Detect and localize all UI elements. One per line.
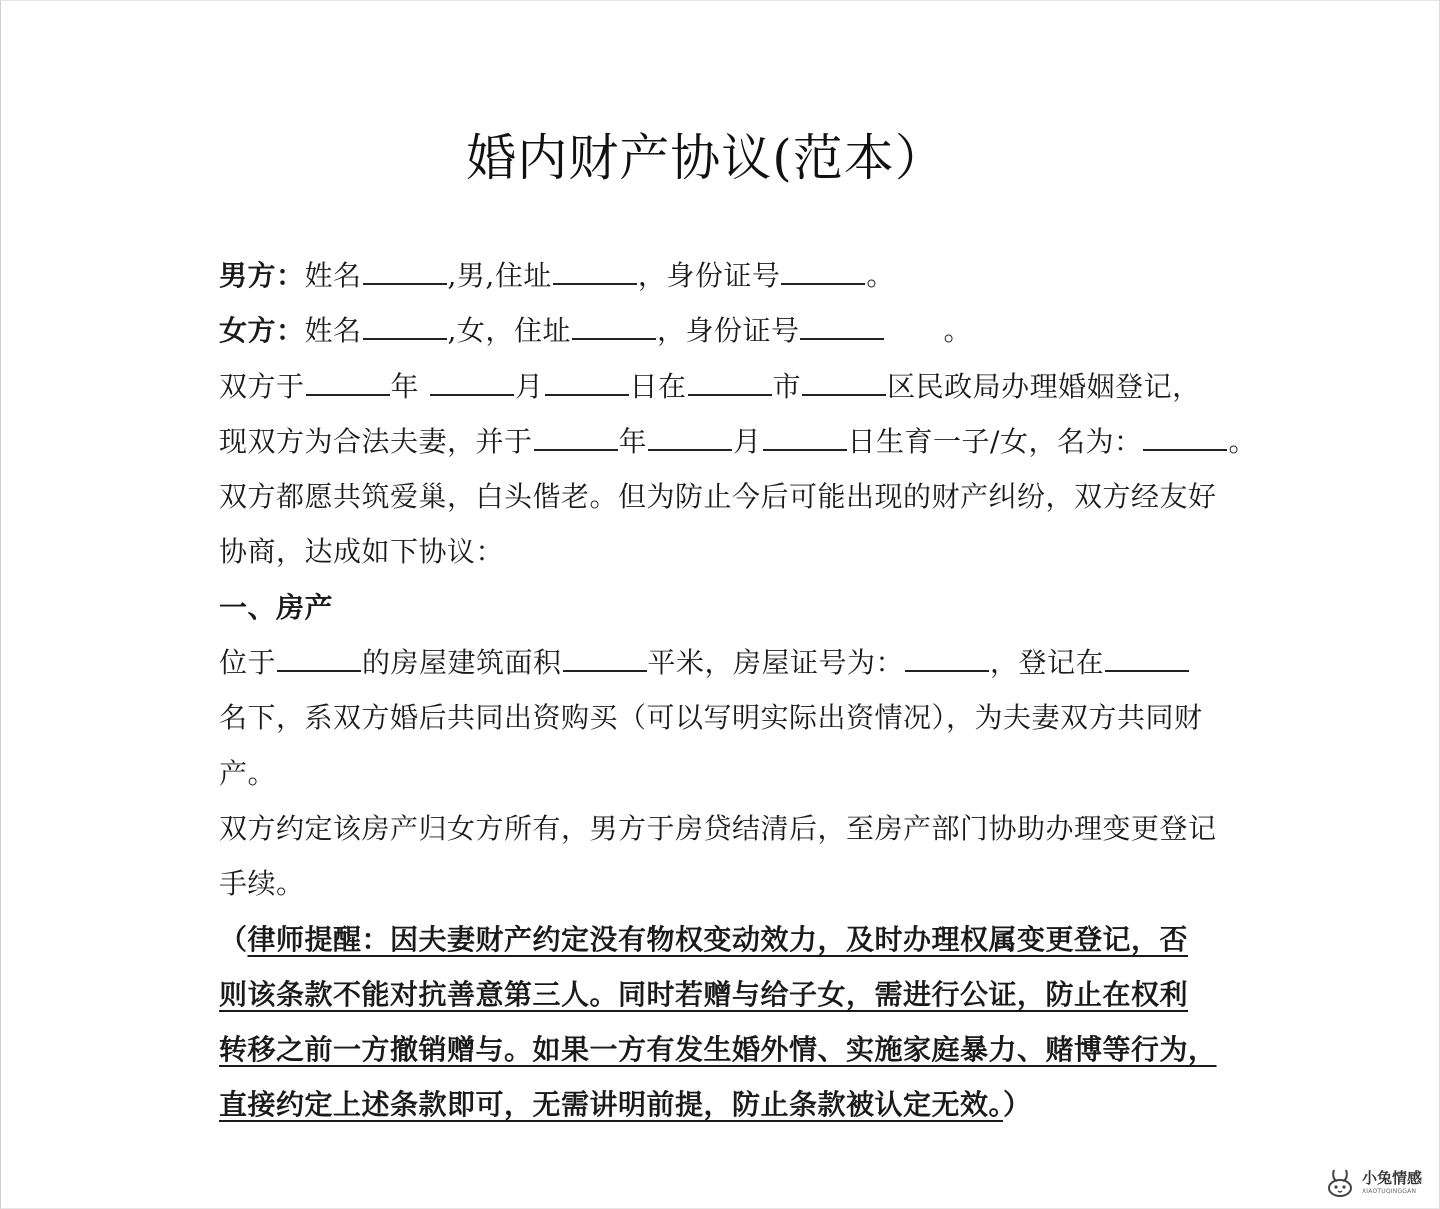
husband-id-prefix: ，身份证号 — [637, 259, 781, 292]
marriage-line-1 — [219, 359, 1229, 414]
marriage-text: 月 — [733, 424, 762, 458]
property-area-blank — [563, 650, 647, 672]
marriage-day-blank — [545, 374, 629, 396]
wife-name-prefix: 姓名 — [304, 314, 362, 348]
rabbit-logo-icon — [1324, 1166, 1358, 1200]
wife-end: 。 — [943, 314, 972, 348]
section-heading-property: 一、房产 — [219, 590, 334, 624]
marriage-text: 日在 — [629, 369, 687, 403]
husband-name-prefix: 姓名 — [304, 259, 362, 292]
husband-address-prefix: 住址 — [494, 259, 552, 292]
marriage-text: 。 — [1228, 424, 1257, 458]
wife-line — [219, 303, 1229, 358]
marriage-year-blank — [306, 374, 390, 396]
marriage-district-blank — [802, 374, 886, 396]
watermark-text — [1362, 1171, 1422, 1195]
child-name-blank — [1143, 429, 1227, 451]
marriage-city-blank — [688, 374, 772, 396]
lawyer-note-line-3 — [219, 1022, 1229, 1077]
marriage-text: 年 — [390, 369, 420, 403]
wife-address-blank — [572, 318, 656, 340]
marriage-text: 日生育一子/女，名为： — [847, 424, 1143, 458]
marriage-line-2 — [219, 414, 1257, 469]
wife-name-blank — [363, 318, 447, 340]
property-text: 的房屋建筑面积 — [362, 646, 562, 680]
marriage-month-blank — [430, 374, 514, 396]
husband-end: 。 — [866, 259, 895, 292]
marriage-text: 区民政局办理婚姻登记， — [887, 369, 1201, 403]
wife-label: 女方： — [219, 314, 305, 348]
child-year-blank — [534, 429, 618, 451]
property-line-5: 手续。 — [219, 867, 305, 901]
property-line-1 — [219, 635, 1229, 690]
lawyer-note-line-4 — [219, 1077, 1229, 1132]
property-line-2: 名下，系双方婚后共同出资购买（可以写明实际出资情况），为夫妻双方共同财 — [219, 701, 1203, 735]
property-line-3: 产。 — [219, 756, 277, 790]
lawyer-note-close: ） — [1003, 1088, 1032, 1122]
watermark-cn: 小兔情感 — [1362, 1169, 1423, 1187]
property-text: 平米，房屋证号为： — [647, 646, 905, 680]
marriage-text: 年 — [618, 424, 648, 458]
property-owner-blank — [1105, 650, 1189, 672]
marriage-line-3: 双方都愿共筑爱巢，白头偕老。但为防止今后可能出现的财产纠纷，双方经友好 — [219, 480, 1217, 514]
husband-address-blank — [553, 263, 637, 285]
husband-name-blank — [363, 263, 447, 285]
document-title: 婚内财产协议(范本） — [466, 129, 946, 187]
property-line-4: 双方约定该房产归女方所有，男方于房贷结清后，至房产部门协助办理变更登记 — [219, 811, 1217, 845]
child-month-blank — [648, 429, 732, 451]
watermark — [1324, 1165, 1432, 1201]
marriage-text: 现双方为合法夫妻，并于 — [219, 424, 533, 458]
lawyer-note-line-1 — [219, 912, 1229, 967]
husband-label: 男方： — [219, 259, 305, 292]
lawyer-note-text: 则该条款不能对抗善意第三人。同时若赠与给子女，需进行公证，防止在权利 — [219, 977, 1189, 1011]
marriage-line-4: 协商，达成如下协议： — [219, 535, 505, 569]
marriage-text: 双方于 — [219, 369, 305, 403]
property-text: 位于 — [219, 646, 277, 680]
child-day-blank — [763, 429, 847, 451]
wife-gender: ,女， — [447, 314, 514, 348]
property-text: ，登记在 — [990, 646, 1105, 680]
watermark-en: XIAOTUQINGGAN — [1362, 1188, 1417, 1195]
husband-gender: ,男, — [447, 259, 495, 292]
lawyer-note-text: 转移之前一方撤销赠与。如果一方有发生婚外情、实施家庭暴力、赌博等行为， — [219, 1033, 1217, 1067]
property-location-blank — [277, 650, 361, 672]
husband-id-blank — [781, 263, 865, 285]
marriage-text: 市 — [772, 369, 802, 403]
lawyer-note-open: （ — [219, 922, 248, 956]
lawyer-note-line-2 — [219, 967, 1229, 1022]
lawyer-note-text: 直接约定上述条款即可，无需讲明前提，防止条款被认定无效。 — [219, 1088, 1004, 1122]
wife-id-blank — [800, 318, 884, 340]
lawyer-note-text: 律师提醒：因夫妻财产约定没有物权变动效力，及时办理权属变更登记，否 — [247, 922, 1189, 956]
wife-id-prefix: ，身份证号 — [656, 314, 800, 348]
property-cert-blank — [905, 650, 989, 672]
lawyer-note — [219, 912, 1229, 1133]
husband-line — [219, 248, 1229, 303]
document-body — [219, 248, 1257, 1133]
marriage-text: 月 — [515, 369, 544, 403]
wife-address-prefix: 住址 — [513, 314, 571, 348]
